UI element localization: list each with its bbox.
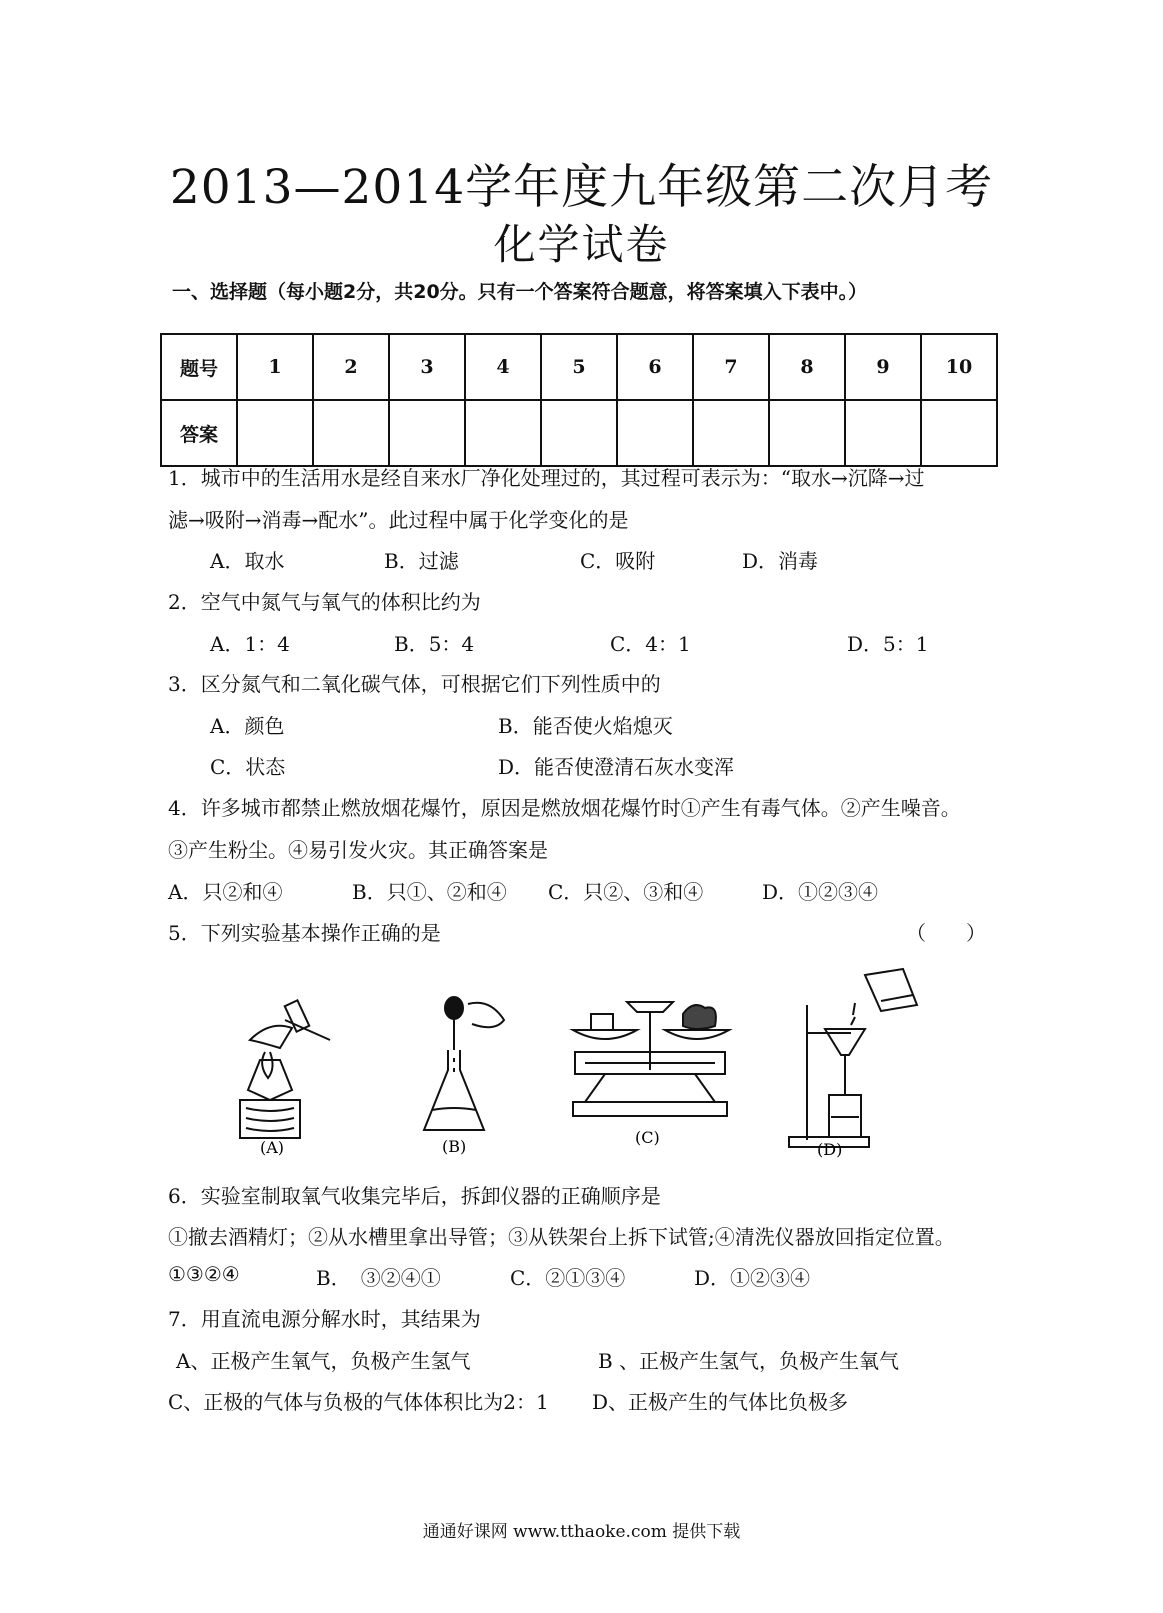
answer-bracket: （ ） <box>906 921 986 945</box>
table-number: 7 <box>693 334 769 400</box>
question-4-line2: ③产生粉尘。④易引发火灾。其正确答案是 <box>168 838 548 862</box>
figure-d-label: (D) <box>817 1140 843 1159</box>
q4-option-b[interactable]: B．只①、②和④ <box>352 880 507 904</box>
q6-option-d[interactable]: D．①②③④ <box>694 1266 811 1290</box>
q2-option-d[interactable]: D．5：1 <box>847 632 929 656</box>
q2-option-c[interactable]: C．4：1 <box>610 632 691 656</box>
q7-option-c[interactable]: C、正极的气体与负极的气体体积比为2：1 <box>168 1390 549 1414</box>
question-2-line1: 2．空气中氮气与氧气的体积比约为 <box>168 590 481 614</box>
q1-option-c[interactable]: C．吸附 <box>580 549 656 573</box>
q7-option-b[interactable]: B 、正极产生氢气，负极产生氧气 <box>598 1349 900 1373</box>
question-5-line1: 5．下列实验基本操作正确的是 <box>168 921 441 945</box>
section-heading: 一、选择题（每小题2分，共20分。只有一个答案符合题意，将答案填入下表中。） <box>172 281 868 303</box>
q3-option-d[interactable]: D．能否使澄清石灰水变浑 <box>498 755 735 779</box>
table-header-label: 题号 <box>161 334 237 400</box>
question-6-line2: ①撤去酒精灯；②从水槽里拿出导管；③从铁架台上拆下试管;④清洗仪器放回指定位置。 <box>168 1225 955 1249</box>
answer-cell[interactable] <box>693 400 769 466</box>
table-answer-label: 答案 <box>161 400 237 466</box>
q1-option-b[interactable]: B．过滤 <box>384 549 459 573</box>
question-1-line2: 滤→吸附→消毒→配水”。此过程中属于化学变化的是 <box>168 508 629 532</box>
table-number: 5 <box>541 334 617 400</box>
answer-cell[interactable] <box>769 400 845 466</box>
answer-cell[interactable] <box>541 400 617 466</box>
question-4-line1: 4．许多城市都禁止燃放烟花爆竹，原因是燃放烟花爆竹时①产生有毒气体。②产生噪音。 <box>168 796 961 820</box>
figure-a-label: (A) <box>260 1138 285 1157</box>
table-number: 6 <box>617 334 693 400</box>
figure-c-label: (C) <box>635 1128 660 1147</box>
table-number: 10 <box>921 334 997 400</box>
table-number: 1 <box>237 334 313 400</box>
answer-cell[interactable] <box>845 400 921 466</box>
q6-option-a[interactable]: ①③②④ <box>168 1262 240 1286</box>
q2-option-b[interactable]: B．5：4 <box>394 632 475 656</box>
q1-option-a[interactable]: A．取水 <box>210 549 285 573</box>
answer-cell[interactable] <box>313 400 389 466</box>
table-number: 8 <box>769 334 845 400</box>
q7-option-a[interactable]: A、正极产生氧气，负极产生氢气 <box>176 1349 471 1373</box>
table-row-answers <box>161 400 997 466</box>
table-number: 3 <box>389 334 465 400</box>
q4-option-c[interactable]: C．只②、③和④ <box>548 880 704 904</box>
q6-option-c[interactable]: C．②①③④ <box>510 1266 626 1290</box>
table-number: 2 <box>313 334 389 400</box>
question-6-line1: 6．实验室制取氧气收集完毕后，拆卸仪器的正确顺序是 <box>168 1184 661 1208</box>
question-7-line1: 7．用直流电源分解水时，其结果为 <box>168 1307 481 1331</box>
exam-title: 2013—2014学年度九年级第二次月考 <box>169 160 994 215</box>
q4-option-d[interactable]: D．①②③④ <box>762 880 879 904</box>
q6-option-b[interactable]: B． ③②④① <box>316 1266 441 1290</box>
figure-c-balance-icon <box>565 990 735 1155</box>
figure-a-heating-tube-icon <box>230 990 350 1160</box>
question-1-line1: 1．城市中的生活用水是经自来水厂净化处理过的，其过程可表示为：“取水→沉降→过 <box>168 466 925 490</box>
q2-option-a[interactable]: A．1：4 <box>210 632 290 656</box>
answer-cell[interactable] <box>921 400 997 466</box>
q1-option-d[interactable]: D．消毒 <box>742 549 819 573</box>
q3-option-c[interactable]: C．状态 <box>210 755 286 779</box>
answer-cell[interactable] <box>389 400 465 466</box>
q7-option-d[interactable]: D、正极产生的气体比负极多 <box>592 1390 849 1414</box>
q3-option-b[interactable]: B．能否使火焰熄灭 <box>498 714 673 738</box>
answer-table <box>160 333 998 467</box>
q3-option-a[interactable]: A．颜色 <box>210 714 285 738</box>
figure-d-filtration-icon <box>785 965 935 1160</box>
table-number: 4 <box>465 334 541 400</box>
answer-cell[interactable] <box>237 400 313 466</box>
answer-cell[interactable] <box>617 400 693 466</box>
answer-cell[interactable] <box>465 400 541 466</box>
q4-option-a[interactable]: A．只②和④ <box>168 880 283 904</box>
table-number: 9 <box>845 334 921 400</box>
question-3-line1: 3．区分氮气和二氧化碳气体，可根据它们下列性质中的 <box>168 672 661 696</box>
figure-b-label: (B) <box>442 1137 467 1156</box>
table-row-numbers <box>161 334 997 400</box>
footer-credit: 通通好课网 www.tthaoke.com 提供下载 <box>422 1522 741 1542</box>
figure-b-dropper-flask-icon <box>410 990 520 1160</box>
exam-subtitle: 化学试卷 <box>493 220 670 269</box>
